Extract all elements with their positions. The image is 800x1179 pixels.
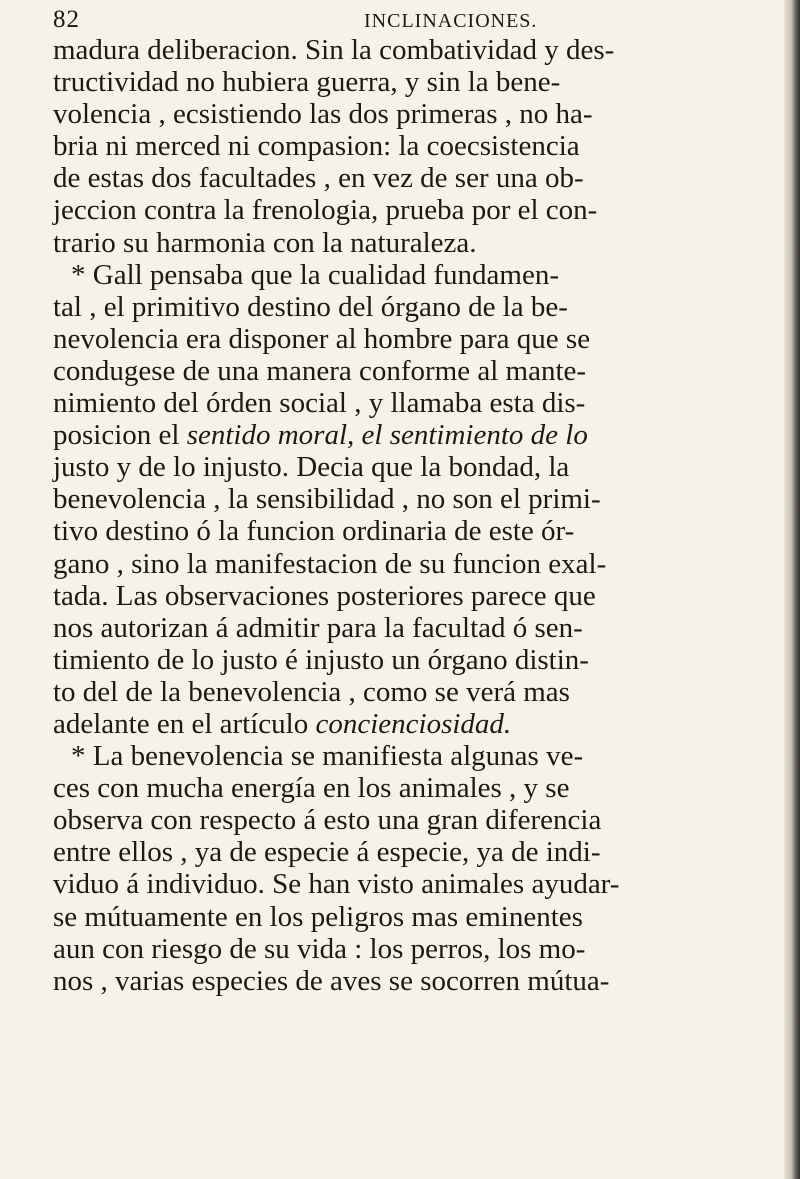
text-line-13 bbox=[53, 419, 753, 451]
binding-gutter bbox=[784, 0, 800, 1179]
text-line-25: observa con respecto á esto una gran diferencia bbox=[53, 804, 602, 837]
text-line-13-prefix: posicion el bbox=[53, 419, 187, 452]
text-line-1: madura deliberacion. Sin la combatividad y des- bbox=[53, 34, 615, 66]
text-line-12: nimiento del órden social , y llamaba esta dis- bbox=[53, 387, 586, 420]
text-line-6: jeccion contra la frenologia, prueba por el con- bbox=[53, 194, 598, 227]
text-line-22-prefix: adelante en el artículo bbox=[53, 707, 316, 740]
text-line-13-italic: sentido moral, el sentimiento de lo bbox=[186, 419, 588, 452]
text-line-30: nos , varias especies de aves se socorren mútua- bbox=[53, 964, 610, 997]
text-line-17: gano , sino la manifestacion de su funcion exal- bbox=[53, 547, 607, 580]
page-number: 82 bbox=[53, 6, 80, 33]
text-line-18: tada. Las observaciones posteriores parece que bbox=[53, 579, 596, 612]
text-line-22 bbox=[53, 708, 753, 740]
text-line-23: * La benevolencia se manifiesta algunas ve- bbox=[71, 740, 584, 773]
text-line-28: se mútuamente en los peligros mas eminentes bbox=[53, 900, 583, 933]
text-line-19: nos autorizan á admitir para la facultad ó sen- bbox=[53, 611, 583, 644]
text-line-5: de estas dos facultades , en vez de ser una ob- bbox=[53, 162, 584, 195]
text-line-20: timiento de lo justo é injusto un órgano distin- bbox=[53, 643, 589, 676]
text-line-11: condugese de una manera conforme al mante- bbox=[53, 354, 587, 387]
text-line-21: to del de la benevolencia , como se verá mas bbox=[53, 675, 570, 708]
text-line-22-italic: concienciosidad. bbox=[315, 707, 512, 740]
text-line-15: benevolencia , la sensibilidad , no son el primi- bbox=[53, 483, 601, 516]
running-title: INCLINACIONES. bbox=[364, 10, 538, 32]
text-line-7: trario su harmonia con la naturaleza. bbox=[53, 226, 477, 259]
text-line-26: entre ellos , ya de especie á especie, ya de indi- bbox=[53, 836, 601, 869]
text-line-24: ces con mucha energía en los animales , y se bbox=[53, 772, 570, 805]
text-line-3: volencia , ecsistiendo las dos primeras , no ha- bbox=[53, 98, 593, 131]
body-text bbox=[53, 34, 753, 997]
text-line-4: bria ni merced ni compasion: la coecsistencia bbox=[53, 130, 580, 163]
text-line-29: aun con riesgo de su vida : los perros, los mo- bbox=[53, 932, 586, 965]
text-line-14: justo y de lo injusto. Decia que la bondad, la bbox=[53, 451, 570, 484]
text-line-10: nevolencia era disponer al hombre para que se bbox=[53, 322, 591, 355]
text-line-9: tal , el primitivo destino del órgano de la be- bbox=[53, 290, 568, 323]
text-line-8: * Gall pensaba que la cualidad fundamen- bbox=[71, 258, 559, 291]
text-line-2: tructividad no hubiera guerra, y sin la bene- bbox=[53, 66, 561, 99]
text-line-27: viduo á individuo. Se han visto animales ayudar- bbox=[53, 868, 620, 901]
text-line-16: tivo destino ó la funcion ordinaria de este ór- bbox=[53, 515, 575, 548]
